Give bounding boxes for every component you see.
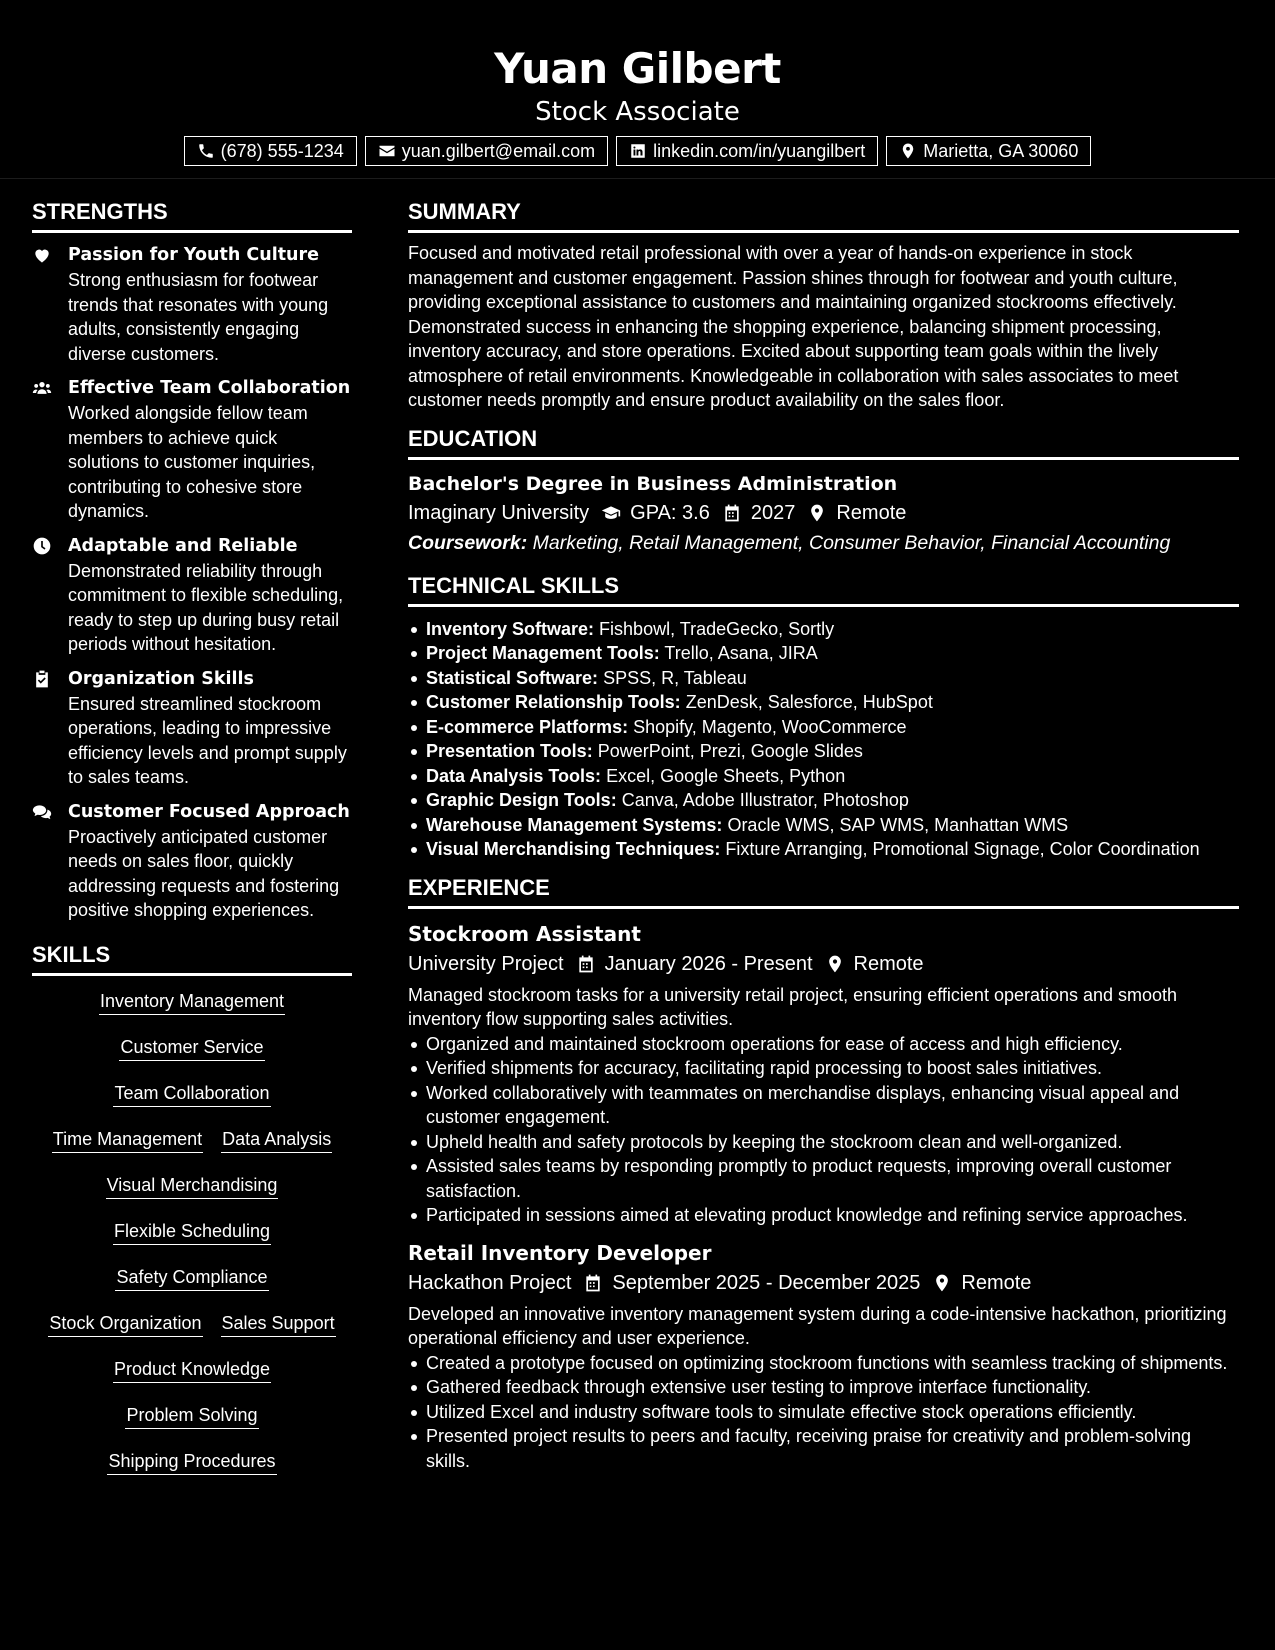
tech-label: Visual Merchandising Techniques: [426,839,721,859]
job-role: Stockroom Assistant [408,921,641,946]
contact-linkedin-text: linkedin.com/in/yuangilbert [653,141,866,161]
heart-icon [32,245,52,265]
school-name: Imaginary University [408,501,590,524]
summary-text: Focused and motivated retail professional with over a year of hands-on experience in stock management and customer engagement. Passion shines through for footwear and youth culture, providing exceptional assistance to customers and maintaining organized stockrooms effectively. Demonstrated success in enhancing the shopping experience, balancing shipment processing, inventory accuracy, and store operations. Excited about supporting team goals within the lively atmosphere of retail environments. Knowledgeable in collaboration with sales associates to meet customer needs promptly and ensure product availability on the sales floor. [408,243,1179,410]
comments-icon [32,802,52,822]
skill-tag: Shipping Procedures [107,1450,276,1475]
contact-location-text: Marietta, GA 30060 [923,141,1079,161]
tech-label: Statistical Software: [426,667,599,688]
strength-desc: Strong enthusiasm for footwear trends that resonates with young adults, consistently engaging diverse customers. [68,270,329,364]
list-item [408,788,1239,813]
tech-value: Shopify, Magento, WooCommerce [633,716,907,737]
list-item [408,690,1239,715]
skills-heading: SKILLS [32,941,352,976]
education-meta [408,498,1239,528]
envelope-icon [378,142,396,160]
strength-title: Effective Team Collaboration [68,378,351,398]
tech-value: Trello, Asana, JIRA [664,643,818,663]
job-description: Developed an innovative inventory management system during a code-intensive hackathon, prioritizing operational efficiency and user experience. [408,1303,1227,1348]
list-item: Gathered feedback through extensive user testing to improve interface functionality. [408,1375,1239,1400]
list-item: Assisted sales teams by responding promptly to product requests, improving overall customer satisfaction. [408,1154,1239,1203]
left-column [32,198,352,1496]
right-column [408,198,1239,1483]
job-bullets [408,1032,1239,1228]
strength-desc: Worked alongside fellow team members to achieve quick solutions to customer inquiries, contributing to cohesive store dynamics. [68,403,316,521]
calendar-icon [583,1273,603,1293]
skill-tag: Sales Support [221,1312,336,1337]
education-heading: EDUCATION [408,425,1239,460]
graduation-cap-icon [601,503,621,523]
strength-title: Customer Focused Approach [68,801,350,822]
skill-tag: Problem Solving [125,1404,258,1429]
list-item: Verified shipments for accuracy, facilitating rapid processing to boost sales initiatives. [408,1056,1239,1081]
job-dates: January 2026 - Present [604,952,813,975]
map-pin-icon [825,954,845,974]
tech-label: Project Management Tools: [426,643,660,663]
strength-title: Adaptable and Reliable [68,535,298,556]
map-pin-icon [807,503,827,523]
tech-value: Fishbowl, TradeGecko, Sortly [599,618,835,639]
candidate-name: Yuan Gilbert [494,44,781,93]
tech-label: Presentation Tools: [426,741,593,761]
strength-desc: Demonstrated reliability through commitment to flexible scheduling, ready to step up during busy retail periods without hesitation. [68,560,344,654]
tech-value: PowerPoint, Prezi, Google Slides [597,741,863,761]
list-item [408,739,1239,764]
strength-title: Organization Skills [68,668,254,689]
contact-location[interactable] [886,136,1091,166]
summary-heading: SUMMARY [408,198,1239,233]
tech-value: ZenDesk, Salesforce, HubSpot [685,692,933,712]
tech-label: Graphic Design Tools: [426,790,617,810]
map-pin-icon [899,142,917,160]
job-location: Remote [961,1271,1032,1294]
contact-phone[interactable] [184,136,357,166]
list-item: Participated in sessions aimed at elevating product knowledge and refining service approaches. [408,1203,1239,1228]
gpa: GPA: 3.6 [630,501,710,524]
skill-tag: Customer Service [119,1036,264,1061]
experience-entry [408,919,1239,1228]
users-icon [32,378,52,398]
list-item: Worked collaboratively with teammates on merchandise displays, enhancing visual appeal and customer engagement. [408,1081,1239,1130]
list-item: Upheld health and safety protocols by keeping the stockroom clean and well-organized. [408,1130,1239,1155]
job-bullets [408,1351,1239,1474]
strength-desc: Proactively anticipated customer needs on sales floor, quickly addressing requests and fostering positive shopping experiences. [68,826,340,920]
tech-label: Inventory Software: [426,618,595,639]
tech-value: SPSS, R, Tableau [603,667,747,688]
skill-tag: Flexible Scheduling [113,1220,271,1245]
list-item [408,641,1239,666]
job-org: Hackathon Project [408,1271,572,1294]
skill-tag: Stock Organization [48,1312,202,1337]
job-description: Managed stockroom tasks for a university retail project, ensuring efficient operations and smooth inventory flow supporting sales activities. [408,984,1178,1029]
list-item [408,837,1239,862]
experience-entry [408,1238,1239,1474]
strengths-heading: STRENGTHS [32,198,352,233]
strength-title: Passion for Youth Culture [68,245,320,265]
strength-item [32,243,352,366]
skill-tag: Visual Merchandising [106,1174,279,1199]
list-item: Created a prototype focused on optimizing stockroom functions with seamless tracking of shipments. [408,1351,1239,1376]
contact-email-text: yuan.gilbert@email.com [401,141,596,161]
skills-list [32,990,352,1475]
tech-value: Canva, Adobe Illustrator, Photoshop [621,790,909,810]
job-meta [408,1268,1239,1298]
job-dates: September 2025 - December 2025 [612,1271,921,1294]
contact-email[interactable] [365,136,608,166]
skill-tag: Time Management [52,1128,203,1153]
list-item: Utilized Excel and industry software tools to simulate effective stock operations efficiently. [408,1400,1239,1425]
phone-icon [197,142,215,160]
skill-tag: Team Collaboration [113,1082,270,1107]
technical-skills-heading: TECHNICAL SKILLS [408,572,1239,607]
linkedin-icon [629,142,647,160]
job-title-heading: Stock Associate [535,97,740,127]
tech-label: Data Analysis Tools: [426,765,602,786]
header-divider [0,178,1275,179]
tech-label: Warehouse Management Systems: [426,814,723,835]
strength-desc: Ensured streamlined stockroom operations, leading to impressive efficiency levels and prompt supply to sales teams. [68,693,347,787]
skill-tag: Safety Compliance [115,1266,268,1291]
coursework-list: Marketing, Retail Management, Consumer Behavior, Financial Accounting [532,531,1171,554]
job-role: Retail Inventory Developer [408,1240,712,1265]
skill-tag: Product Knowledge [113,1358,271,1383]
list-item [408,764,1239,789]
clipboard-check-icon [32,669,52,689]
strength-item [32,376,352,524]
list-item: Organized and maintained stockroom operations for ease of access and high efficiency. [408,1032,1239,1057]
graduation-year: 2027 [750,501,796,524]
resume-header [0,0,1275,166]
list-item: Presented project results to peers and faculty, receiving praise for creativity and problem-solving skills. [408,1424,1239,1473]
strength-item [32,667,352,790]
coursework [408,528,1239,558]
list-item [408,617,1239,642]
tech-label: E-commerce Platforms: [426,716,629,737]
tech-value: Fixture Arranging, Promotional Signage, Color Coordination [725,839,1200,859]
clock-icon [32,536,52,556]
map-pin-icon [932,1273,952,1293]
list-item [408,813,1239,838]
education-location: Remote [836,501,907,524]
job-meta [408,949,1239,979]
experience-heading: EXPERIENCE [408,874,1239,909]
list-item [408,666,1239,691]
skill-tag: Data Analysis [221,1128,332,1153]
contact-linkedin[interactable] [616,136,878,166]
strength-item [32,534,352,657]
coursework-label: Coursework: [408,531,528,554]
tech-value: Excel, Google Sheets, Python [606,765,846,786]
tech-label: Customer Relationship Tools: [426,692,681,712]
calendar-icon [722,503,742,523]
strength-item [32,800,352,923]
job-org: University Project [408,952,564,975]
job-location: Remote [853,952,924,975]
tech-value: Oracle WMS, SAP WMS, Manhattan WMS [727,814,1069,835]
contact-bar [0,136,1275,166]
contact-phone-text: (678) 555-1234 [220,141,344,161]
calendar-icon [576,954,596,974]
technical-skills-list [408,617,1239,862]
skill-tag: Inventory Management [99,990,285,1015]
list-item [408,715,1239,740]
degree-title: Bachelor's Degree in Business Administration [408,472,898,495]
